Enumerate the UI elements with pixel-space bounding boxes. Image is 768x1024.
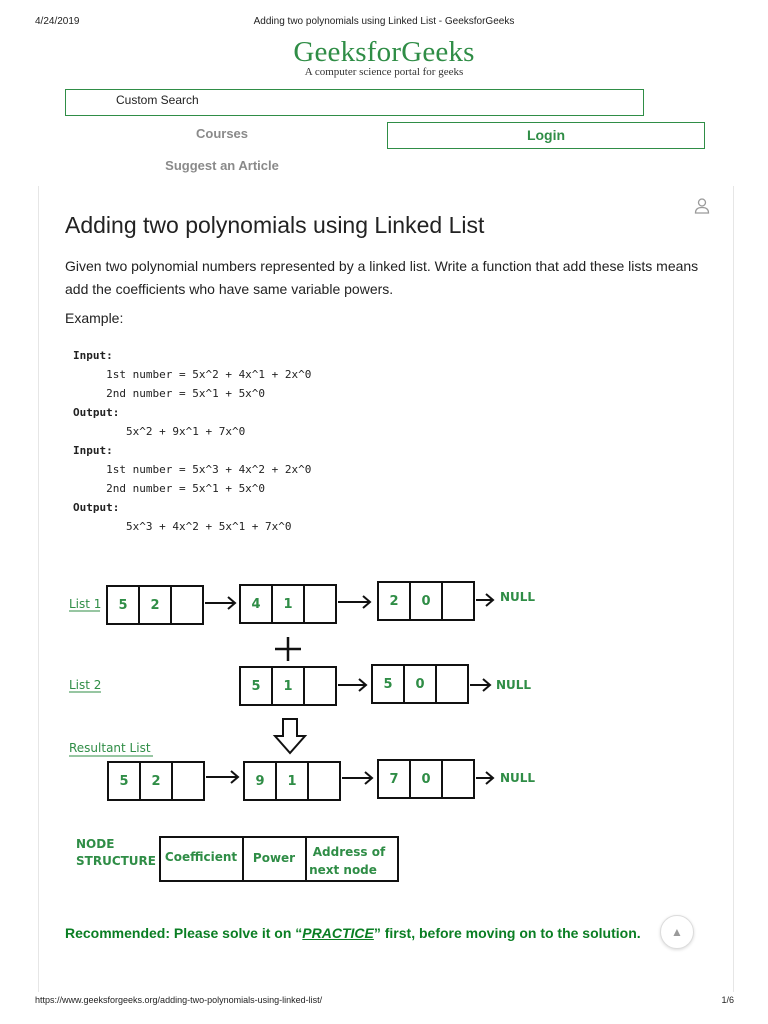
practice-link[interactable]: PRACTICE bbox=[302, 925, 374, 941]
list1-node2-coefficient: 4 bbox=[251, 597, 261, 612]
site-tagline: A computer science portal for geeks bbox=[304, 66, 464, 78]
result-node2-coefficient: 9 bbox=[255, 774, 265, 789]
list2-node2-power: 0 bbox=[415, 677, 425, 692]
recommended-prefix: Recommended: Please solve it on “ bbox=[65, 925, 303, 941]
user-icon[interactable] bbox=[693, 197, 711, 215]
result-node1-power: 2 bbox=[151, 774, 161, 789]
result-node1-coefficient: 5 bbox=[119, 774, 129, 789]
node-structure-title-line2: STRUCTURE bbox=[76, 854, 156, 868]
down-arrow-icon bbox=[275, 719, 305, 753]
node-structure-title-line1: NODE bbox=[76, 837, 115, 851]
linked-list-diagram bbox=[60, 565, 540, 890]
print-footer bbox=[0, 994, 768, 1014]
arrow-icon bbox=[476, 594, 493, 606]
list2-node2-coefficient: 5 bbox=[383, 677, 393, 692]
example-label: Example: bbox=[65, 310, 124, 326]
recommended-suffix: ” first, before moving on to the solution. bbox=[373, 925, 641, 941]
print-page-title: Adding two polynomials using Linked List - GeeksforGeeks bbox=[253, 16, 515, 27]
article-intro: Given two polynomial numbers represented by a linked list. Write a function that add these lists means add the coefficients who have same variable powers. bbox=[65, 258, 699, 297]
nav-suggest-article-link[interactable]: Suggest an Article bbox=[165, 158, 279, 173]
list2-label: List 2 bbox=[69, 678, 102, 692]
code-line: Input: bbox=[73, 349, 113, 362]
list1-label: List 1 bbox=[69, 597, 102, 611]
scroll-to-top-button[interactable] bbox=[660, 915, 694, 949]
print-page-number: 1/6 bbox=[721, 995, 734, 1005]
site-header bbox=[0, 34, 768, 78]
code-line: 2nd number = 5x^1 + 5x^0 bbox=[73, 482, 266, 495]
result-node3-power: 0 bbox=[421, 772, 431, 787]
arrow-icon bbox=[470, 679, 490, 691]
list2-node1-power: 1 bbox=[283, 679, 293, 694]
login-button[interactable]: Login bbox=[387, 122, 705, 149]
code-line: Output: bbox=[73, 406, 120, 419]
plus-icon bbox=[275, 637, 301, 661]
print-date: 4/24/2019 bbox=[35, 16, 80, 27]
code-line: 1st number = 5x^2 + 4x^1 + 2x^0 bbox=[73, 368, 312, 381]
result-node2-power: 1 bbox=[287, 774, 297, 789]
search-input[interactable]: Custom Search bbox=[65, 89, 644, 116]
result-label: Resultant List bbox=[69, 741, 151, 755]
list1-null-label: NULL bbox=[500, 590, 536, 604]
list1-node1-power: 2 bbox=[150, 598, 160, 613]
code-line: 5x^3 + 4x^2 + 5x^1 + 7x^0 bbox=[73, 520, 292, 533]
code-example bbox=[73, 346, 311, 536]
result-null-label: NULL bbox=[500, 771, 536, 785]
list1-node1-coefficient: 5 bbox=[118, 598, 128, 613]
nav-courses-link[interactable]: Courses bbox=[195, 126, 249, 141]
site-logo[interactable]: GeeksforGeeks bbox=[293, 36, 475, 68]
print-footer-url: https://www.geeksforgeeks.org/adding-two-polynomials-using-linked-list/ bbox=[35, 995, 323, 1005]
code-line: 1st number = 5x^3 + 4x^2 + 2x^0 bbox=[73, 463, 312, 476]
node-field-coefficient: Coefficient bbox=[164, 850, 238, 864]
list2-null-label: NULL bbox=[496, 678, 532, 692]
up-triangle-icon: ▲ bbox=[671, 925, 683, 939]
code-line: Input: bbox=[73, 444, 113, 457]
code-line: Output: bbox=[73, 501, 120, 514]
print-header bbox=[0, 0, 768, 26]
arrow-icon bbox=[206, 771, 238, 783]
recommended-note bbox=[65, 922, 673, 944]
result-node3-coefficient: 7 bbox=[389, 772, 399, 787]
list1-node3-coefficient: 2 bbox=[389, 594, 399, 609]
node-field-power: Power bbox=[252, 851, 296, 865]
article-title: Adding two polynomials using Linked List bbox=[65, 212, 485, 238]
list1-node2-power: 1 bbox=[283, 597, 293, 612]
list2-node1-coefficient: 5 bbox=[251, 679, 261, 694]
node-field-address-line1: Address of bbox=[312, 845, 386, 859]
node-field-address-line2: next node bbox=[309, 863, 377, 877]
arrow-icon bbox=[205, 597, 235, 609]
list1-node3-power: 0 bbox=[421, 594, 431, 609]
arrow-icon bbox=[476, 772, 493, 784]
arrow-icon bbox=[338, 679, 366, 691]
arrow-icon bbox=[338, 596, 370, 608]
code-line: 2nd number = 5x^1 + 5x^0 bbox=[73, 387, 266, 400]
arrow-icon bbox=[342, 772, 372, 784]
code-line: 5x^2 + 9x^1 + 7x^0 bbox=[73, 425, 246, 438]
